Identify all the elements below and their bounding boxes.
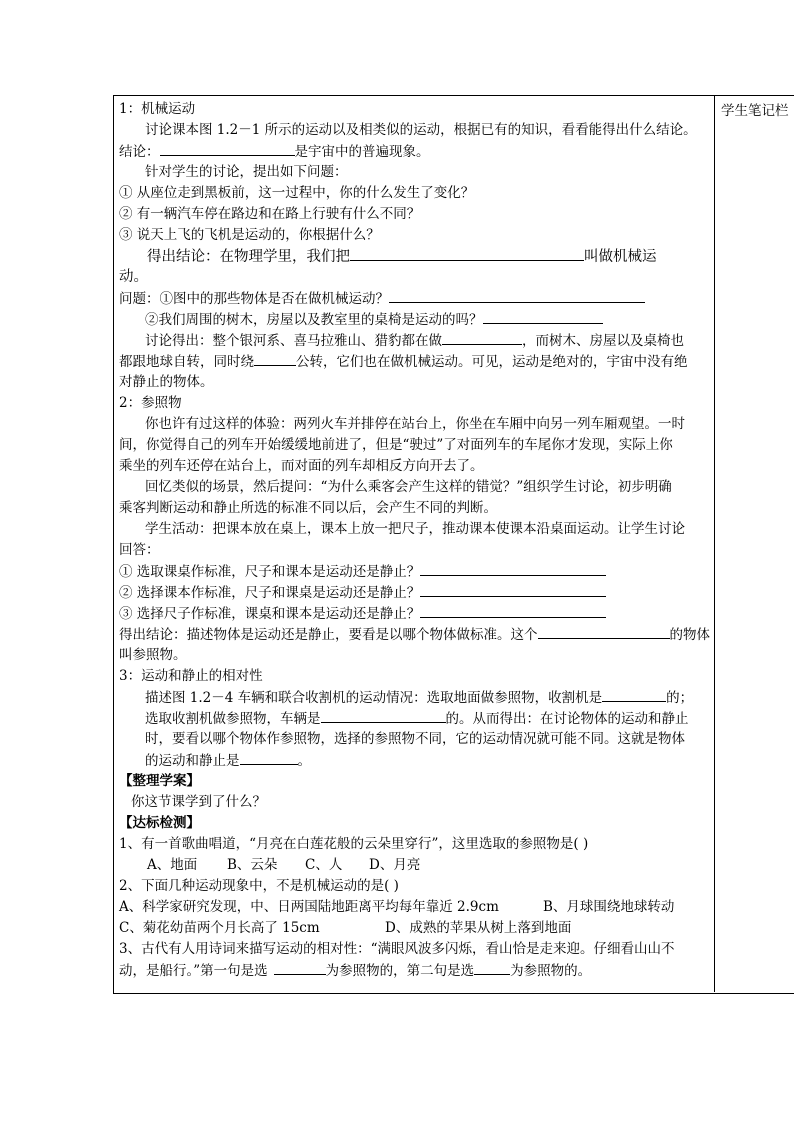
fill-blank[interactable]: [274, 960, 326, 975]
reference-definition: [119, 624, 711, 645]
relativity-text: 的。从而得出：在讨论物体的运动和静止: [445, 711, 689, 727]
reference-text-end: 的物体: [669, 627, 710, 643]
activity-question-2: [119, 582, 711, 603]
discussion-text: 公转，它们也在做机械运动。可见，运动是绝对的，宇宙中没有绝: [296, 354, 688, 370]
check-question-3-line-1: 3、古代有人用诗词来描写运动的相对性：“满眼风波多闪烁，看山恰是走来迎。仔细看山山不: [119, 941, 675, 957]
fill-blank[interactable]: [442, 330, 522, 345]
option-c[interactable]: C、菊花幼苗两个月长高了 15cm: [119, 920, 320, 936]
check-question-3-text: 动，是船行。”第一句是选: [119, 963, 268, 979]
fill-blank[interactable]: [160, 141, 295, 156]
relativity-line-1: [119, 687, 711, 708]
discussion-text: 讨论得出：整个银河系、喜马拉雅山、猎豹都在做: [145, 333, 442, 349]
fill-blank[interactable]: [420, 582, 606, 597]
check-question-2-options-cd: [119, 918, 711, 939]
fill-blank[interactable]: [389, 288, 645, 303]
worksheet-content: [119, 99, 711, 981]
option-d[interactable]: D、成熟的苹果从树上落到地面: [385, 920, 572, 936]
fill-blank[interactable]: [474, 960, 510, 975]
discussion-result-1: [119, 330, 711, 351]
relativity-line-4: [119, 750, 711, 771]
relativity-text: 的；: [666, 690, 694, 706]
option-c[interactable]: C、人: [305, 857, 343, 873]
problem-2-text: ②我们周围的树木，房屋以及教室里的桌椅是运动的吗？: [145, 312, 483, 328]
discussion-result-2: [119, 351, 711, 372]
conclusion-text: 是宇宙中的普遍现象。: [294, 144, 430, 160]
activity-question-text: ③ 选择尺子作标准，课桌和课本是运动还是静止？: [119, 606, 421, 622]
fill-blank[interactable]: [254, 351, 296, 366]
activity-question-text: ② 选择课本作标准，尺子和课桌是运动还是静止？: [119, 585, 421, 601]
conclusion-label: 结论：: [119, 144, 160, 160]
fill-blank[interactable]: [483, 309, 603, 324]
activity-question-1: [119, 561, 711, 582]
recall-paragraph-2: 乘客判断运动和静止所选的标准不同以后，会产生不同的判断。: [119, 500, 497, 516]
fill-blank[interactable]: [240, 750, 298, 765]
summary-heading: 【整理学案】: [119, 773, 200, 789]
problem-1: [119, 288, 711, 309]
activity-question-text: ① 选取课桌作标准，尺子和课本是运动还是静止？: [119, 564, 421, 580]
relativity-text: 选取收割机做参照物，车辆是: [145, 711, 321, 727]
reference-text: 得出结论：描述物体是运动还是静止，要看是以哪个物体做标准。这个: [119, 627, 538, 643]
check-question-3-text: 为参照物的。: [510, 963, 592, 979]
train-paragraph-2: 间，你觉得自己的列车开始缓缓地前进了，但是“驶过”了对面列车的车尾你才发现，实际上你: [119, 437, 673, 453]
activity-question-3: [119, 603, 711, 624]
activity-paragraph-2: 回答：: [119, 542, 160, 558]
definition-line: [119, 246, 711, 267]
section-1-intro: 讨论课本图 1.2－1 所示的运动以及相类似的运动，根据已有的知识，看看能得出什么结论。: [145, 122, 697, 138]
check-question-3-text: 为参照物的，第二句是选: [325, 963, 475, 979]
relativity-text: 。: [297, 753, 311, 769]
fill-blank[interactable]: [420, 603, 606, 618]
question-1: ① 从座位走到黑板前，这一过程中，你的什么发生了变化？: [119, 185, 475, 201]
relativity-text: 的运动和静止是: [145, 753, 240, 769]
summary-question: 你这节课学到了什么？: [131, 794, 266, 810]
relativity-line-3: 时，要看以哪个物体作参照物，选择的参照物不同，它的运动情况就可能不同。这就是物体: [145, 731, 685, 747]
relativity-text: 描述图 1.2－4 车辆和联合收割机的运动情况：选取地面做参照物，收割机是: [145, 690, 603, 706]
notes-column-header: 学生笔记栏: [721, 103, 789, 119]
check-question-1-options: [119, 855, 711, 876]
option-a[interactable]: A、科学家研究发现，中、日两国陆地距离平均每年靠近 2.9cm: [119, 899, 499, 915]
check-question-2: 2、下面几种运动现象中，不是机械运动的是( ): [119, 878, 399, 894]
fill-blank[interactable]: [538, 624, 670, 639]
discussion-intro: 针对学生的讨论，提出如下问题：: [145, 164, 348, 180]
discussion-result-3: 对静止的物体。: [119, 374, 214, 390]
discussion-text: ，而树木、房屋以及桌椅也: [522, 333, 684, 349]
relativity-line-2: [119, 708, 711, 729]
question-3: ③ 说天上飞的飞机是运动的，你根据什么？: [119, 227, 380, 243]
definition-line-cont: 动。: [119, 269, 148, 285]
option-a[interactable]: A、地面: [147, 857, 198, 873]
problem-1-text: 问题：①图中的那些物体是否在做机械运动？: [119, 291, 389, 307]
fill-blank[interactable]: [602, 687, 666, 702]
problem-2: [119, 309, 711, 330]
fill-blank[interactable]: [321, 708, 446, 723]
check-question-2-options-ab: [119, 897, 711, 918]
definition-text: 得出结论：在物理学里，我们把: [147, 249, 350, 265]
option-b[interactable]: B、云朵: [227, 857, 278, 873]
check-question-3-line-2: [119, 960, 711, 981]
option-d[interactable]: D、月亮: [369, 857, 421, 873]
fill-blank[interactable]: [350, 246, 584, 261]
column-divider: [714, 95, 715, 992]
section-1-title: 1：机械运动: [119, 101, 196, 117]
train-paragraph-3: 乘坐的列车还停在站台上，而对面的列车却相反方向开去了。: [119, 458, 484, 474]
section-2-title: 2：参照物: [119, 395, 182, 411]
check-question-1: 1、有一首歌曲唱道，“月亮在白莲花般的云朵里穿行”，这里选取的参照物是( ): [119, 836, 589, 852]
discussion-text: 都跟地球自转，同时绕: [119, 354, 254, 370]
fill-blank[interactable]: [420, 561, 606, 576]
train-paragraph-1: 你也许有过这样的体验：两列火车并排停在站台上，你坐在车厢中向另一列车厢观望。一时: [145, 416, 685, 432]
question-2: ② 有一辆汽车停在路边和在路上行驶有什么不同？: [119, 206, 421, 222]
reference-definition-cont: 叫参照物。: [119, 647, 187, 663]
recall-paragraph-1: 回忆类似的场景，然后提问：“为什么乘客会产生这样的错觉？”组织学生讨论，初步明确: [145, 479, 672, 495]
conclusion-line-1: [119, 141, 711, 162]
check-heading: 【达标检测】: [119, 815, 200, 831]
activity-paragraph-1: 学生活动：把课本放在桌上，课本上放一把尺子，推动课本使课本沿桌面运动。让学生讨论: [145, 521, 685, 537]
section-3-title: 3：运动和静止的相对性: [119, 668, 263, 684]
definition-text-end: 叫做机械运: [584, 249, 657, 265]
option-b[interactable]: B、月球围绕地球转动: [543, 899, 675, 915]
